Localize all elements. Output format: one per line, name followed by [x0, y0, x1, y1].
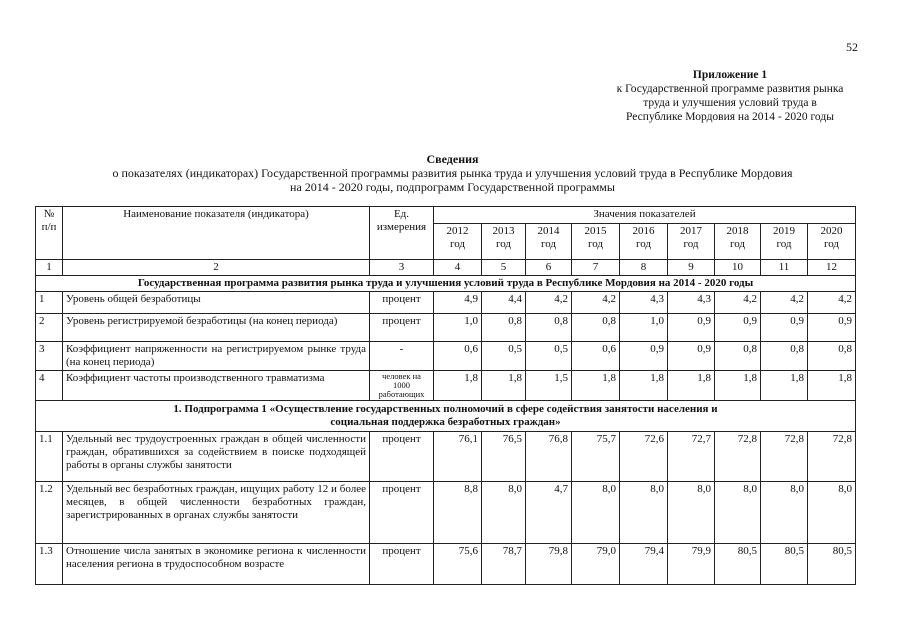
section-title-sub: 1. Подпрограмма 1 «Осуществление государственных полномочий в сфере содействия занятости населения и социальная поддержка безработных граждан»: [36, 401, 856, 432]
row-value: 8,8: [434, 482, 482, 544]
row-value: 4,3: [620, 292, 668, 314]
table-row: [36, 292, 856, 314]
row-value: 8,0: [482, 482, 526, 544]
column-number: 7: [572, 260, 620, 276]
row-num: 1.3: [36, 544, 63, 585]
row-value: 0,9: [715, 314, 761, 342]
header-row: [36, 207, 856, 224]
column-number: 2: [63, 260, 370, 276]
row-value: 72,6: [620, 432, 668, 482]
row-value: 0,6: [434, 342, 482, 371]
row-value: 1,8: [434, 371, 482, 401]
appendix-line: Республике Мордовия на 2014 - 2020 годы: [626, 111, 834, 123]
row-value: 0,9: [668, 314, 715, 342]
row-name: Коэффициент частоты производственного травматизма: [63, 371, 370, 401]
year-header: 2020 год: [808, 224, 856, 260]
row-value: 0,8: [715, 342, 761, 371]
row-num: 4: [36, 371, 63, 401]
row-unit: человек на 1000 работающих: [370, 371, 434, 401]
heading-line: о показателях (индикаторах) Государственной программы развития рынка труда и улучшения условий труда в Республике Мордовия: [112, 166, 793, 180]
heading-line: на 2014 - 2020 годы, подпрограмм Государственной программы: [290, 180, 615, 194]
row-value: 72,8: [808, 432, 856, 482]
table-row: [36, 342, 856, 371]
document-heading: [30, 152, 875, 194]
row-value: 0,5: [482, 342, 526, 371]
row-value: 4,2: [808, 292, 856, 314]
row-value: 78,7: [482, 544, 526, 585]
row-value: 72,8: [715, 432, 761, 482]
row-value: 0,5: [526, 342, 572, 371]
row-value: 79,8: [526, 544, 572, 585]
row-name: Уровень общей безработицы: [63, 292, 370, 314]
row-value: 4,4: [482, 292, 526, 314]
row-value: 1,8: [715, 371, 761, 401]
year-header: 2012 год: [434, 224, 482, 260]
year-header: 2016 год: [620, 224, 668, 260]
column-number: 8: [620, 260, 668, 276]
year-header: 2019 год: [761, 224, 808, 260]
row-value: 0,8: [526, 314, 572, 342]
row-value: 0,9: [761, 314, 808, 342]
row-unit: процент: [370, 314, 434, 342]
row-value: 1,8: [761, 371, 808, 401]
indicators-table: [35, 206, 856, 585]
row-value: 8,0: [668, 482, 715, 544]
year-header: 2015 год: [572, 224, 620, 260]
appendix-block: [600, 68, 860, 124]
row-value: 79,4: [620, 544, 668, 585]
row-unit: процент: [370, 544, 434, 585]
row-value: 8,0: [761, 482, 808, 544]
column-number: 4: [434, 260, 482, 276]
row-value: 79,0: [572, 544, 620, 585]
row-num: 1.2: [36, 482, 63, 544]
row-value: 1,8: [668, 371, 715, 401]
table-row: [36, 314, 856, 342]
row-value: 76,8: [526, 432, 572, 482]
table-row: [36, 432, 856, 482]
row-value: 80,5: [808, 544, 856, 585]
row-value: 4,2: [715, 292, 761, 314]
row-value: 1,0: [620, 314, 668, 342]
row-value: 1,0: [434, 314, 482, 342]
row-value: 0,8: [808, 342, 856, 371]
row-name: Коэффициент напряженности на регистрируемом рынке труда (на конец периода): [63, 342, 370, 371]
row-name: Уровень регистрируемой безработицы (на конец периода): [63, 314, 370, 342]
row-value: 80,5: [715, 544, 761, 585]
column-number: 9: [668, 260, 715, 276]
appendix-line: труда и улучшения условий труда в: [643, 97, 817, 109]
row-value: 0,9: [668, 342, 715, 371]
row-name: Отношение числа занятых в экономике региона к численности населения региона в трудоспособном возрасте: [63, 544, 370, 585]
row-value: 76,5: [482, 432, 526, 482]
row-value: 1,8: [572, 371, 620, 401]
row-value: 8,0: [572, 482, 620, 544]
row-value: 0,8: [572, 314, 620, 342]
row-num: 1: [36, 292, 63, 314]
section-title-main: Государственная программа развития рынка труда и улучшения условий труда в Республике Мордовия на 2014 - 2020 годы: [36, 276, 856, 292]
row-unit: процент: [370, 432, 434, 482]
table-row: [36, 371, 856, 401]
row-value: 4,9: [434, 292, 482, 314]
row-value: 1,8: [808, 371, 856, 401]
header-num: № п/п: [36, 207, 63, 260]
header-unit: Ед. измерения: [370, 207, 434, 260]
section-row: [36, 401, 856, 432]
row-value: 75,6: [434, 544, 482, 585]
row-unit: процент: [370, 482, 434, 544]
table-row: [36, 482, 856, 544]
row-value: 0,8: [761, 342, 808, 371]
row-value: 0,6: [572, 342, 620, 371]
row-value: 4,2: [572, 292, 620, 314]
row-value: 76,1: [434, 432, 482, 482]
row-unit: процент: [370, 292, 434, 314]
column-number: 10: [715, 260, 761, 276]
column-number: 3: [370, 260, 434, 276]
column-number-row: [36, 260, 856, 276]
heading-title: Сведения: [426, 152, 479, 166]
row-value: 75,7: [572, 432, 620, 482]
row-unit: -: [370, 342, 434, 371]
year-header: 2018 год: [715, 224, 761, 260]
row-value: 4,3: [668, 292, 715, 314]
appendix-line: к Государственной программе развития рынка: [616, 83, 844, 95]
row-value: 72,8: [761, 432, 808, 482]
year-header: 2014 год: [526, 224, 572, 260]
column-number: 12: [808, 260, 856, 276]
row-value: 4,2: [526, 292, 572, 314]
row-value: 1,8: [482, 371, 526, 401]
appendix-title: Приложение 1: [692, 69, 768, 81]
page-number: 52: [846, 40, 858, 54]
year-header: 2013 год: [482, 224, 526, 260]
column-number: 1: [36, 260, 63, 276]
row-value: 1,8: [620, 371, 668, 401]
row-value: 80,5: [761, 544, 808, 585]
year-header: 2017 год: [668, 224, 715, 260]
row-num: 3: [36, 342, 63, 371]
row-value: 8,0: [620, 482, 668, 544]
row-value: 4,7: [526, 482, 572, 544]
table-row: [36, 544, 856, 585]
row-value: 1,5: [526, 371, 572, 401]
column-number: 5: [482, 260, 526, 276]
row-value: 8,0: [715, 482, 761, 544]
row-value: 79,9: [668, 544, 715, 585]
row-value: 72,7: [668, 432, 715, 482]
row-name: Удельный вес безработных граждан, ищущих работу 12 и более месяцев, в общей численности безработных граждан, зарегистрированных в органах службы занятости: [63, 482, 370, 544]
row-value: 4,2: [761, 292, 808, 314]
column-number: 11: [761, 260, 808, 276]
section-row: [36, 276, 856, 292]
row-value: 0,8: [482, 314, 526, 342]
row-num: 1.1: [36, 432, 63, 482]
row-value: 0,9: [808, 314, 856, 342]
row-value: 0,9: [620, 342, 668, 371]
column-number: 6: [526, 260, 572, 276]
row-name: Удельный вес трудоустроенных граждан в общей численности граждан, обратившихся за содействием в поиске подходящей работы в органы службы занятости: [63, 432, 370, 482]
header-values: Значения показателей: [434, 207, 856, 224]
row-value: 8,0: [808, 482, 856, 544]
header-name: Наименование показателя (индикатора): [63, 207, 370, 260]
row-num: 2: [36, 314, 63, 342]
